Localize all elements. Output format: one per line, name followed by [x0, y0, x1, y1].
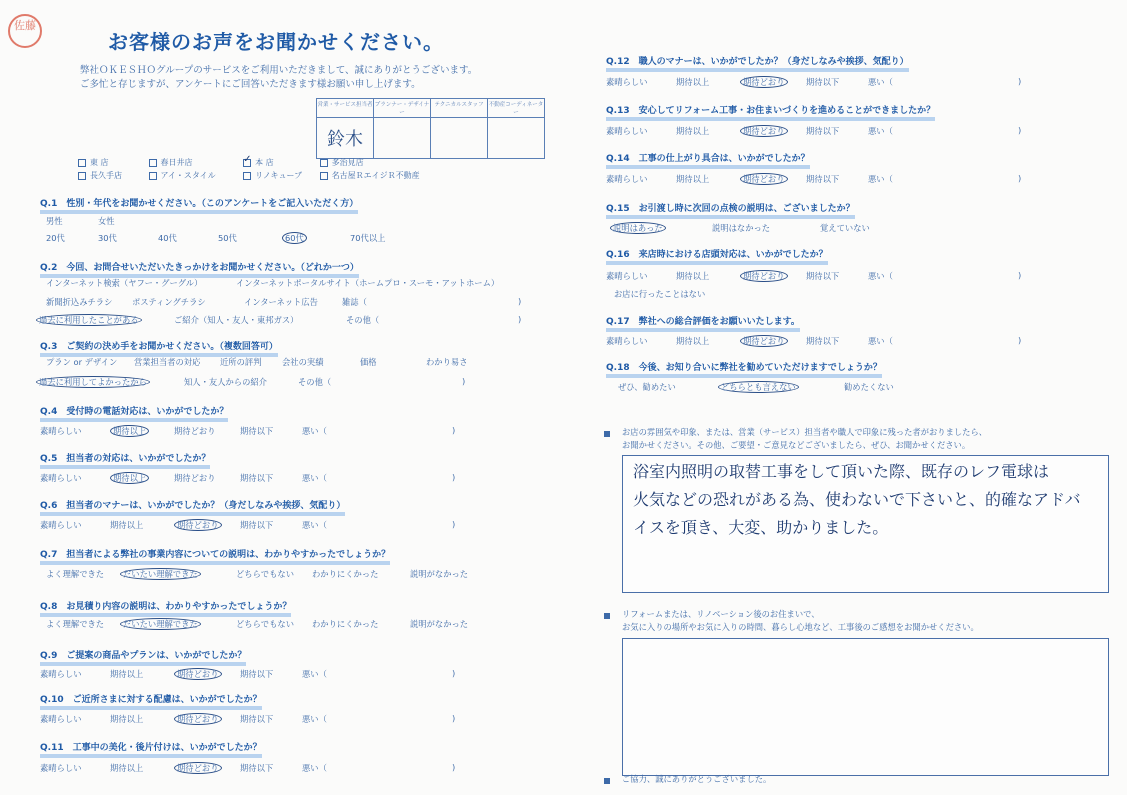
- question-label: Q.13 安心してリフォーム工事・お住まいづくりを進めることができましたか？: [606, 106, 935, 121]
- checkbox-icon[interactable]: [149, 159, 157, 167]
- staff-header: プランナー・デザイナー: [374, 99, 431, 118]
- answer-option[interactable]: 悪い（: [302, 520, 327, 530]
- answer-option[interactable]: 悪い（: [302, 473, 327, 483]
- answer-option[interactable]: 30代: [98, 233, 117, 243]
- answer-option-selected[interactable]: 期待どおり: [174, 668, 222, 680]
- answer-option-selected[interactable]: 過去に利用してよかったから: [36, 376, 150, 388]
- answer-option-selected[interactable]: だいたい理解できた: [120, 568, 201, 580]
- answer-option[interactable]: わかりにくかった: [312, 569, 379, 579]
- answer-option[interactable]: 悪い（: [868, 271, 893, 281]
- close-paren: ): [452, 425, 456, 435]
- seal-stamp: 佐藤: [8, 14, 42, 48]
- answer-option[interactable]: 期待どおり: [174, 426, 216, 436]
- close-paren: ): [452, 668, 456, 678]
- question-label: Q.18 今後、お知り合いに弊社を勧めていただけますでしょうか？: [606, 363, 882, 378]
- question-label: Q.10 ご近所さまに対する配慮は、いかがでしたか？: [40, 695, 262, 710]
- store-option[interactable]: 春日井店: [149, 157, 227, 168]
- answer-option[interactable]: わかり易さ: [426, 357, 468, 367]
- answer-option[interactable]: 素晴らしい: [40, 714, 82, 724]
- answer-option-selected[interactable]: 期待以上: [110, 425, 149, 437]
- question-label: Q.11 工事中の美化・後片付けは、いかがでしたか？: [40, 743, 262, 758]
- answer-option[interactable]: お店に行ったことはない: [614, 289, 706, 299]
- question-label: Q.12 職人のマナーは、いかがでしたか？（身だしなみや挨拶、気配り）: [606, 57, 909, 72]
- answer-option[interactable]: プラン or デザイン: [46, 357, 118, 367]
- answer-option[interactable]: その他（: [298, 377, 332, 387]
- answer-option[interactable]: どちらでもない: [236, 569, 294, 579]
- answer-option[interactable]: インターネット広告: [244, 297, 318, 307]
- checkbox-icon[interactable]: [243, 172, 251, 180]
- answer-option[interactable]: 悪い（: [302, 426, 327, 436]
- checkbox-icon[interactable]: [78, 159, 86, 167]
- close-paren: ): [518, 314, 522, 324]
- staff-header: 不動産コーディネーター: [488, 99, 545, 118]
- intro-line: ご多忙と存じますが、アンケートにご回答いただきます様お願い申し上げます。: [80, 79, 421, 90]
- answer-option[interactable]: 価格: [360, 357, 377, 367]
- store-row: [78, 170, 434, 181]
- answer-option[interactable]: 素晴らしい: [40, 426, 82, 436]
- close-paren: ): [1018, 270, 1022, 280]
- answer-option[interactable]: 期待以上: [676, 174, 710, 184]
- close-paren: ): [1018, 76, 1022, 86]
- checkbox-icon[interactable]: [320, 159, 328, 167]
- close-paren: ): [1018, 335, 1022, 345]
- answer-option[interactable]: 期待以上: [676, 77, 710, 87]
- answer-option-selected[interactable]: 過去に利用したことがある: [36, 314, 142, 326]
- answer-option[interactable]: 雑誌（: [342, 297, 367, 307]
- answer-option[interactable]: ポスティングチラシ: [132, 297, 206, 307]
- answer-option[interactable]: 会社の実績: [282, 357, 324, 367]
- checkbox-icon[interactable]: [78, 172, 86, 180]
- question-label: Q.2 今回、お問合せいただいたきっかけをお聞かせください。（どれか一つ）: [40, 263, 359, 278]
- answer-option[interactable]: 期待以下: [806, 77, 840, 87]
- answer-option[interactable]: 期待以上: [110, 669, 144, 679]
- page-title: お客様のお声をお聞かせください。: [108, 30, 444, 54]
- answer-option[interactable]: 期待以下: [240, 763, 274, 773]
- answer-option[interactable]: 悪い（: [302, 669, 327, 679]
- answer-option-selected[interactable]: 60代: [282, 232, 307, 244]
- close-paren: ): [1018, 125, 1022, 135]
- question-label: Q.16 来店時における店頭対応は、いかがでしたか？: [606, 250, 828, 265]
- close-paren: ): [452, 762, 456, 772]
- close-paren: ): [462, 376, 466, 386]
- answer-option-selected[interactable]: どちらとも言えない: [718, 381, 799, 393]
- staff-value[interactable]: 鈴木: [317, 118, 374, 159]
- answer-option[interactable]: 悪い（: [868, 126, 893, 136]
- question-label: Q.6 担当者のマナーは、いかがでしたか？（身だしなみや挨拶、気配り）: [40, 501, 345, 516]
- answer-option[interactable]: 素晴らしい: [606, 336, 648, 346]
- answer-option[interactable]: 素晴らしい: [606, 126, 648, 136]
- answer-option[interactable]: 素晴らしい: [40, 669, 82, 679]
- store-row: [78, 153, 378, 168]
- section-bullet: [604, 778, 610, 784]
- answer-option[interactable]: 知人・友人からの紹介: [184, 377, 267, 387]
- question-label: Q.15 お引渡し時に次回の点検の説明は、ございましたか？: [606, 204, 855, 219]
- answer-option-selected[interactable]: だいたい理解できた: [120, 618, 201, 630]
- question-label: Q.5 担当者の対応は、いかがでしたか？: [40, 454, 210, 469]
- intro-line: 弊社ＯＫＥＳＨＯグループのサービスをご利用いただきまして、誠にありがとうございます。: [80, 65, 478, 76]
- answer-option[interactable]: 悪い（: [868, 336, 893, 346]
- answer-option[interactable]: その他（: [346, 315, 380, 325]
- section-bullet: [604, 431, 610, 437]
- staff-header: 営業・サービス担当者: [317, 99, 374, 118]
- checkbox-icon[interactable]: [320, 172, 328, 180]
- answer-option-selected[interactable]: 期待どおり: [174, 713, 222, 725]
- answer-option[interactable]: 期待以下: [240, 669, 274, 679]
- footer-thanks: ご協力、誠にありがとうございました。: [622, 774, 772, 784]
- answer-option[interactable]: 40代: [158, 233, 177, 243]
- answer-option[interactable]: 期待以上: [110, 714, 144, 724]
- store-option[interactable]: ✓ 本 店: [243, 153, 274, 167]
- answer-option[interactable]: 期待以上: [110, 520, 144, 530]
- close-paren: ): [518, 296, 522, 306]
- handwritten-answer: 浴室内照明の取替工事をして頂いた際、既存のレフ電球は 火気などの恐れがある為、使わないで下さいと、的確なアドバ イスを頂き、大変、助かりました。: [633, 462, 1081, 537]
- answer-option[interactable]: 悪い（: [868, 174, 893, 184]
- answer-option[interactable]: ぜひ、勧めたい: [618, 382, 676, 392]
- answer-option[interactable]: 20代: [46, 233, 65, 243]
- store-option[interactable]: 長久手店: [78, 170, 132, 181]
- answer-option[interactable]: 期待以下: [806, 271, 840, 281]
- answer-option[interactable]: インターネットポータルサイト（ホームプロ・スーモ・アットホーム）: [236, 278, 500, 288]
- answer-option[interactable]: 女性: [98, 216, 115, 226]
- answer-option[interactable]: ご紹介（知人・友人・東邦ガス）: [174, 315, 299, 325]
- close-paren: ): [452, 472, 456, 482]
- answer-option[interactable]: 素晴らしい: [606, 77, 648, 87]
- answer-option[interactable]: 素晴らしい: [606, 271, 648, 281]
- store-option[interactable]: リノキューブ: [243, 170, 303, 181]
- comment2-textarea[interactable]: [622, 638, 1109, 776]
- answer-option[interactable]: 期待以上: [676, 126, 710, 136]
- answer-option[interactable]: 期待以下: [240, 520, 274, 530]
- answer-option[interactable]: 期待以下: [240, 426, 274, 436]
- answer-option[interactable]: 期待以上: [110, 763, 144, 773]
- staff-header: テクニカルスタッフ: [431, 99, 488, 118]
- answer-option[interactable]: 悪い（: [868, 77, 893, 87]
- answer-option[interactable]: インターネット検索（ヤフー・グーグル）: [46, 278, 203, 288]
- answer-option[interactable]: 素晴らしい: [606, 174, 648, 184]
- answer-option[interactable]: 70代以上: [350, 233, 386, 243]
- staff-value[interactable]: [431, 118, 488, 159]
- section-bullet: [604, 613, 610, 619]
- staff-table: [316, 98, 545, 159]
- answer-option[interactable]: 勧めたくない: [844, 382, 894, 392]
- comment1-prompt: お店の雰囲気や印象、または、営業（サービス）担当者や職人で印象に残った者がおりましたら、 お聞かせください。その他、ご要望・ご意見などございましたら、ぜひ、お聞かせください。: [622, 427, 988, 450]
- staff-value[interactable]: [374, 118, 431, 159]
- answer-option-selected[interactable]: 期待どおり: [740, 173, 788, 185]
- answer-option-selected[interactable]: 期待どおり: [174, 762, 222, 774]
- question-label: Q.14 工事の仕上がり具合は、いかがでしたか？: [606, 154, 810, 169]
- store-option[interactable]: 名古屋ＲエイジＲ不動産: [320, 170, 420, 181]
- answer-option-selected[interactable]: 期待どおり: [740, 270, 788, 282]
- answer-option[interactable]: よく理解できた: [46, 619, 105, 629]
- close-paren: ): [452, 713, 456, 723]
- answer-option[interactable]: 期待以下: [240, 714, 274, 724]
- answer-option[interactable]: 期待以下: [806, 126, 840, 136]
- answer-option[interactable]: どちらでもない: [236, 619, 294, 629]
- answer-option[interactable]: 期待以下: [806, 336, 840, 346]
- answer-option[interactable]: 近所の評判: [220, 357, 262, 367]
- answer-option[interactable]: 期待以上: [676, 271, 710, 281]
- answer-option[interactable]: 説明がなかった: [410, 569, 469, 579]
- answer-option[interactable]: 期待どおり: [174, 473, 216, 483]
- question-label: Q.8 お見積り内容の説明は、わかりやすかったでしょうか？: [40, 602, 291, 617]
- answer-option[interactable]: 営業担当者の対応: [134, 357, 201, 367]
- answer-option[interactable]: 期待以下: [240, 473, 274, 483]
- answer-option[interactable]: 覚えていない: [820, 223, 870, 233]
- answer-option[interactable]: 素晴らしい: [40, 520, 82, 530]
- answer-option-selected[interactable]: 説明はあった: [610, 222, 666, 234]
- answer-option[interactable]: 素晴らしい: [40, 763, 82, 773]
- answer-option[interactable]: 悪い（: [302, 714, 327, 724]
- answer-option-selected[interactable]: 期待どおり: [740, 335, 788, 347]
- answer-option[interactable]: 50代: [218, 233, 237, 243]
- close-paren: ): [1018, 173, 1022, 183]
- checkbox-checked-icon[interactable]: ✓: [243, 153, 252, 165]
- close-paren: ): [452, 519, 456, 529]
- comment1-textarea[interactable]: [622, 455, 1109, 593]
- comment2-prompt: リフォームまたは、リノベーション後のお住まいで、 お気に入りの場所やお気に入りの時間、暮らし心地など、工事後のご感想をお聞かせください。: [622, 609, 979, 632]
- answer-option-selected[interactable]: 期待どおり: [740, 125, 788, 137]
- answer-option[interactable]: 期待以下: [806, 174, 840, 184]
- question-label: Q.9 ご提案の商品やプランは、いかがでしたか？: [40, 651, 246, 666]
- store-option[interactable]: 多治見店: [320, 157, 364, 168]
- question-label: Q.17 弊社への総合評価をお願いいたします。: [606, 317, 800, 332]
- store-option[interactable]: アイ・スタイル: [149, 170, 227, 181]
- intro-text: [80, 64, 477, 92]
- answer-option[interactable]: 悪い（: [302, 763, 327, 773]
- staff-value[interactable]: [488, 118, 545, 159]
- question-label: Q.4 受付時の電話対応は、いかがでしたか？: [40, 407, 228, 422]
- answer-option[interactable]: わかりにくかった: [312, 619, 379, 629]
- checkbox-icon[interactable]: [149, 172, 157, 180]
- question-label: Q.7 担当者による弊社の事業内容についての説明は、わかりやすかったでしょうか？: [40, 550, 390, 565]
- answer-option[interactable]: 新聞折込みチラシ: [46, 297, 113, 307]
- answer-option[interactable]: よく理解できた: [46, 569, 105, 579]
- answer-option[interactable]: 男性: [46, 216, 63, 226]
- question-label: Q.1 性別・年代をお聞かせください。（このアンケートをご記入いただく方）: [40, 199, 358, 214]
- store-option[interactable]: 東 店: [78, 157, 132, 168]
- answer-option-selected[interactable]: 期待以上: [110, 472, 149, 484]
- question-label: Q.3 ご契約の決め手をお聞かせください。（複数回答可）: [40, 342, 278, 357]
- answer-option[interactable]: 期待以上: [676, 336, 710, 346]
- answer-option-selected[interactable]: 期待どおり: [740, 76, 788, 88]
- answer-option[interactable]: 説明はなかった: [712, 223, 771, 233]
- answer-option[interactable]: 説明がなかった: [410, 619, 469, 629]
- answer-option-selected[interactable]: 期待どおり: [174, 519, 222, 531]
- answer-option[interactable]: 素晴らしい: [40, 473, 82, 483]
